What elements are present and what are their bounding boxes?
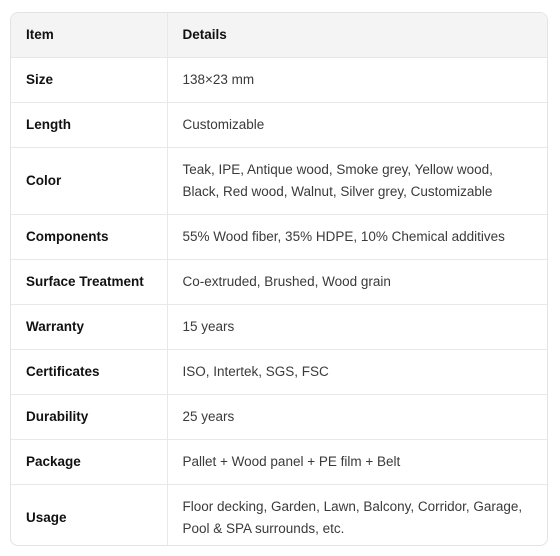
row-details: 138×23 mm <box>167 58 547 103</box>
row-item: Surface Treatment <box>11 260 167 305</box>
row-details: 55% Wood fiber, 35% HDPE, 10% Chemical additives <box>167 215 547 260</box>
row-details: ISO, Intertek, SGS, FSC <box>167 350 547 395</box>
table-row <box>11 485 547 547</box>
row-item: Package <box>11 440 167 485</box>
row-item: Components <box>11 215 167 260</box>
row-item: Usage <box>26 509 67 525</box>
table-row <box>11 440 547 485</box>
table-row <box>11 350 547 395</box>
row-details: Teak, IPE, Antique wood, Smoke grey, Yellow wood, Black, Red wood, Walnut, Silver grey, Customizable <box>167 148 547 215</box>
header-item: Item <box>11 13 167 58</box>
table-row <box>11 305 547 350</box>
spec-table-container <box>10 12 548 546</box>
table-row <box>11 395 547 440</box>
table-row <box>11 58 547 103</box>
row-details: Customizable <box>167 103 547 148</box>
table-row <box>11 103 547 148</box>
row-item: Length <box>11 103 167 148</box>
table-row <box>11 260 547 305</box>
row-details: 25 years <box>167 395 547 440</box>
row-item: Size <box>11 58 167 103</box>
row-details: Co-extruded, Brushed, Wood grain <box>167 260 547 305</box>
row-item: Color <box>11 148 167 215</box>
row-details: Pallet + Wood panel + PE film + Belt <box>167 440 547 485</box>
row-details: Floor decking, Garden, Lawn, Balcony, Corridor, Garage, Pool & SPA surrounds, etc. <box>167 485 547 547</box>
table-header-row <box>11 13 547 58</box>
table-row <box>11 215 547 260</box>
header-details: Details <box>167 13 547 58</box>
row-details: 15 years <box>167 305 547 350</box>
row-item: Warranty <box>11 305 167 350</box>
row-item: Durability <box>11 395 167 440</box>
spec-table <box>11 13 547 546</box>
table-row <box>11 148 547 215</box>
row-item: Certificates <box>11 350 167 395</box>
